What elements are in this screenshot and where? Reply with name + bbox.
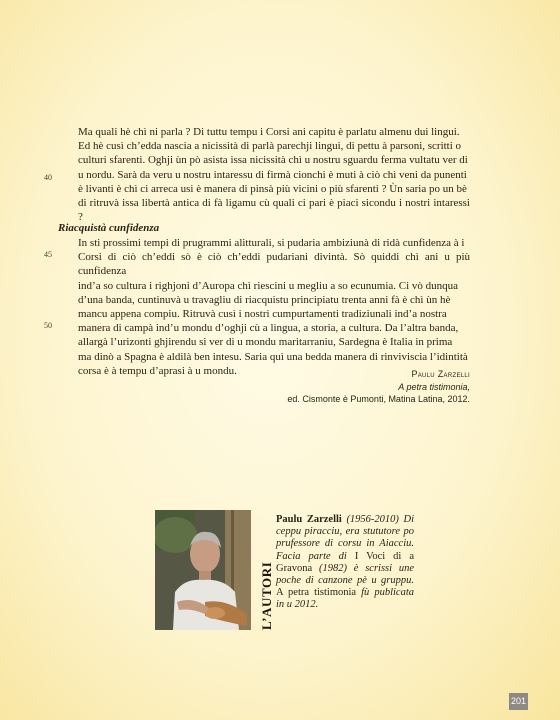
source-citation <box>210 368 470 406</box>
paragraph-1-line: è livanti è chì ci arreca usi è manera di pinsà più vicini o più sfarenti ? Ùn saria po un bè <box>78 182 467 195</box>
paragraph-2-line: manera di campà ind’u mondu d’oghji cù a lingua, a storia, a cultura. Da l’altra banda, <box>78 322 459 335</box>
line-number: 45 <box>44 250 52 259</box>
paragraph-2-line: In sti prossimi tempi di prugrammi alitturali, si pudaria ambiziunà di ridà cunfidenza à i <box>78 237 465 249</box>
paragraph-2-line: mancu appena compiu. Ritruvà cusì i nostri cumpurtamenti tradiziunali ind’a nostra <box>78 308 447 321</box>
section-title: Riacquistà cunfidenza <box>58 222 160 234</box>
paragraph-1-line: culturi sfarenti. Oghji ùn pò asista issa nicissità chì u nostru sguardu ferma vultatu ver di <box>78 154 468 167</box>
paragraph-2-line: Corsi di ciò ch’eddi sò è ciò ch’eddi pudariani divintà. Sò quiddi chì ani u più cunfidenza <box>78 251 470 278</box>
bio-name: Paulu Zarzelli <box>276 514 342 525</box>
paragraph-2-line: ind’a so cultura i righjoni d’Auropa chì riescini u megliu a so ecunumia. Ci vò dunqua <box>78 279 459 292</box>
paragraph-2-line: ma dinò a Spagna è aldilà ben intesu. Saria quì una bedda manera di rinviviscia l’idintità <box>78 350 468 363</box>
bio-years: (1956-2010) <box>346 514 399 525</box>
paragraph-1-line: Ed hè cusì ch’edda nascia a nicissità di parlà parechji lingui, di pettu à parsoni, scritti o <box>78 140 462 153</box>
paragraph-1-line: Ma quali hè chì ni parla ? Di tuttu tempu i Corsi ani capitu è parlatu almenu dui lingui. <box>78 126 460 138</box>
bio-text: fù publicata in u 2012. <box>276 587 414 611</box>
line-number: 50 <box>44 321 52 330</box>
bio-group: I Voci di a Gravona <box>276 550 414 574</box>
paragraph-1-line: di ritruvà issa libertà antica di fà ligamu cù quali ci pari è piaci sicondu i nostri intaressi ? <box>78 197 470 224</box>
bio-book: A petra tistimonia <box>276 587 357 599</box>
author-bio <box>276 514 414 612</box>
paragraph-2-line: corsa è à tempu d’aprasi à u mondu. <box>78 364 237 377</box>
bio-text: Di ceppu piracciu, era stututore po prufessore di corsu in Aiacciu. Facia parte di <box>276 514 415 562</box>
paragraph-2 <box>78 236 470 378</box>
line-number: 40 <box>44 173 52 182</box>
page-number: 201 <box>509 693 528 710</box>
authors-side-label: L’AUTORI <box>259 561 274 630</box>
bio-text: (1982) è scrissi une poche di canzone pè u gruppu. <box>276 562 414 587</box>
paragraph-1 <box>78 125 470 224</box>
source-author: Paulu Zarzelli <box>411 369 470 379</box>
paragraph-2-line: allargà l’urizonti ghjirendu si ver di u mondu maritarraniu, Sardegna è Italia in prima <box>78 336 453 349</box>
source-book: A petra tistimonia, <box>398 381 470 392</box>
paragraph-1-line: u nordu. Sarà da veru u nostru intaressu di firmà cionchi è muti à ciò chì veni da punenti <box>78 168 467 181</box>
author-photo <box>155 510 251 630</box>
paragraph-2-line: d’una banda, cuntinuvà u travagliu di riacquistu principiatu trenta anni fà è chì ùn hè <box>78 293 451 306</box>
source-publication: ed. Cismonte è Pumonti, Matina Latina, 2012. <box>287 394 470 404</box>
